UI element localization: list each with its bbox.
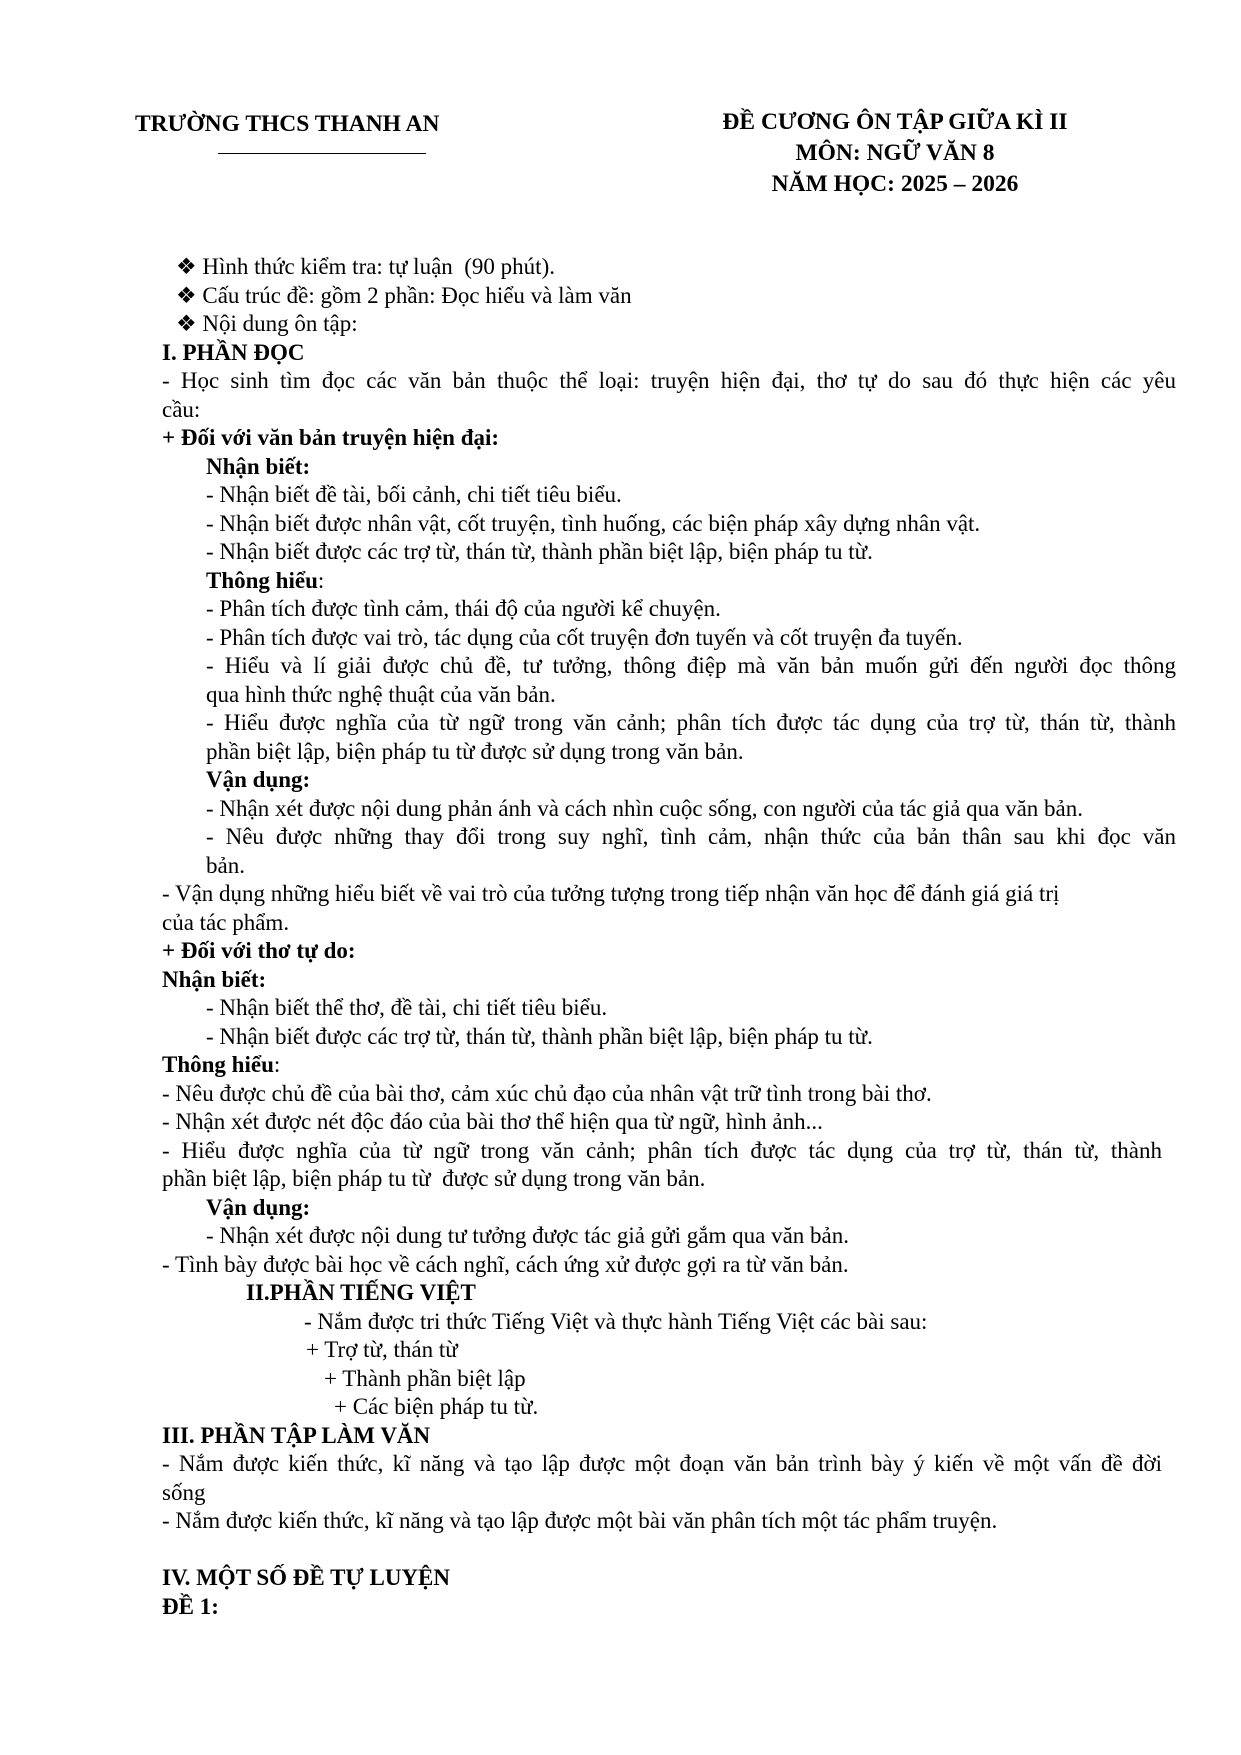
text-line: phần biệt lập, biện pháp tu từ được sử dụng trong văn bản. (206, 738, 744, 764)
section-heading-vietnamese: II.PHẦN TIẾNG VIỆT (246, 1280, 476, 1305)
text-line: của tác phẩm. (162, 909, 290, 935)
subheading-application: Vận dụng: (206, 1194, 311, 1220)
text-line: - Nhận biết được các trợ từ, thán từ, thành phần biệt lập, biện pháp tu từ. (206, 539, 873, 564)
text-line: - Nhận biết đề tài, bối cảnh, chi tiết tiêu biểu. (206, 482, 622, 507)
colon: : (317, 567, 325, 593)
section-heading-practice: IV. MỘT SỐ ĐỀ TỰ LUYỆN (162, 1565, 450, 1590)
document-body (162, 253, 1176, 1621)
school-name: TRƯỜNG THCS THANH AN (135, 111, 440, 137)
text-line: bản. (206, 852, 245, 878)
text-line: - Vận dụng những hiểu biết về vai trò của tưởng tượng trong tiếp nhận văn học để đánh giá giá trị (162, 881, 1060, 906)
document-title-block (690, 107, 1100, 200)
exam-format-item: ❖ Hình thức kiểm tra: tự luận (90 phút). (176, 254, 555, 279)
text-line: - Nhận biết thể thơ, đề tài, chi tiết tiêu biểu. (206, 995, 608, 1020)
text-line: - Nắm được tri thức Tiếng Việt và thực hành Tiếng Việt các bài sau: (304, 1308, 928, 1334)
text-line: - Nắm được kiến thức, kĩ năng và tạo lập được một đoạn văn bản trình bày ý kiến về một vấn đề đời (162, 1451, 1162, 1476)
subheading-application: Vận dụng: (206, 767, 311, 792)
subheading-recognition: Nhận biết: (206, 453, 311, 479)
subheading-label: Thông hiểu (206, 567, 318, 593)
text-line: - Nêu được những thay đổi trong suy nghĩ, tình cảm, nhận thức của bản thân sau khi đọc văn (206, 824, 1176, 849)
text-line: - Phân tích được tình cảm, thái độ của người kể chuyện. (206, 596, 721, 621)
text-line: - Nêu được chủ đề của bài thơ, cảm xúc chủ đạo của nhân vật trữ tình trong bài thơ. (162, 1080, 932, 1106)
text-line: - Nhận xét được nội dung tư tưởng được tác giả gửi gắm qua văn bản. (206, 1223, 850, 1248)
text-line: - Học sinh tìm đọc các văn bản thuộc thể loại: truyện hiện đại, thơ tự do sau đó thực hiện các yêu (162, 368, 1176, 393)
text-line: - Hiểu được nghĩa của từ ngữ trong văn cảnh; phân tích được tác dụng của trợ từ, thán từ, thành (206, 710, 1176, 735)
exam-structure-item: ❖ Cấu trúc đề: gồm 2 phần: Đọc hiểu và làm văn (176, 282, 632, 308)
text-line: - Nhận biết được nhân vật, cốt truyện, tình huống, các biện pháp xây dựng nhân vật. (206, 510, 981, 536)
topic-item: + Thành phần biệt lập (324, 1365, 526, 1391)
text-line: phần biệt lập, biện pháp tu từ được sử dụng trong văn bản. (162, 1166, 706, 1191)
school-year-line: NĂM HỌC: 2025 – 2026 (771, 171, 1019, 197)
text-line: - Hiểu được nghĩa của từ ngữ trong văn cảnh; phân tích được tác dụng của trợ từ, thán từ, thành (162, 1137, 1162, 1163)
colon: : (273, 1052, 281, 1077)
text-line: - Nhận biết được các trợ từ, thán từ, thành phần biệt lập, biện pháp tu từ. (206, 1023, 873, 1049)
text-line: - Nhận xét được nét độc đáo của bài thơ thể hiện qua từ ngữ, hình ảnh... (162, 1109, 823, 1134)
review-content-item: ❖ Nội dung ôn tập: (176, 311, 358, 336)
section-heading-writing: III. PHẦN TẬP LÀM VĂN (162, 1422, 431, 1448)
subheading-comprehension (162, 1051, 1176, 1080)
subheading-recognition: Nhận biết: (162, 966, 267, 992)
document-title: ĐỀ CƯƠNG ÔN TẬP GIỮA KÌ II (722, 109, 1068, 135)
subheading-modern-story: + Đối với văn bản truyện hiện đại: (162, 425, 500, 450)
text-line: - Nắm được kiến thức, kĩ năng và tạo lập được một bài văn phân tích một tác phẩm truyện. (162, 1508, 998, 1533)
topic-item: + Trợ từ, thán từ (306, 1337, 458, 1362)
text-line: cầu: (162, 396, 201, 422)
text-line: - Phân tích được vai trò, tác dụng của cốt truyện đơn tuyến và cốt truyện đa tuyến. (206, 624, 963, 650)
text-line: - Hiểu và lí giải được chủ đề, tư tưởng, thông điệp mà văn bản muốn gửi đến người đọc thông (206, 653, 1176, 678)
text-line: sống (162, 1479, 206, 1505)
school-underline (218, 153, 426, 154)
text-line: qua hình thức nghệ thuật của văn bản. (206, 681, 556, 707)
subject-line: MÔN: NGỮ VĂN 8 (795, 140, 995, 166)
practice-test-heading: ĐỀ 1: (162, 1593, 219, 1619)
text-line: - Nhận xét được nội dung phản ánh và cách nhìn cuộc sống, con người của tác giả qua văn bản. (206, 795, 1083, 821)
subheading-label: Thông hiểu (162, 1052, 274, 1077)
subheading-comprehension (176, 567, 1176, 596)
subheading-free-verse: + Đối với thơ tự do: (162, 938, 356, 963)
section-heading-reading: I. PHẦN ĐỌC (162, 339, 305, 365)
text-line: - Tình bày được bài học về cách nghĩ, cách ứng xử được gợi ra từ văn bản. (162, 1251, 849, 1277)
topic-item: + Các biện pháp tu từ. (334, 1394, 539, 1419)
